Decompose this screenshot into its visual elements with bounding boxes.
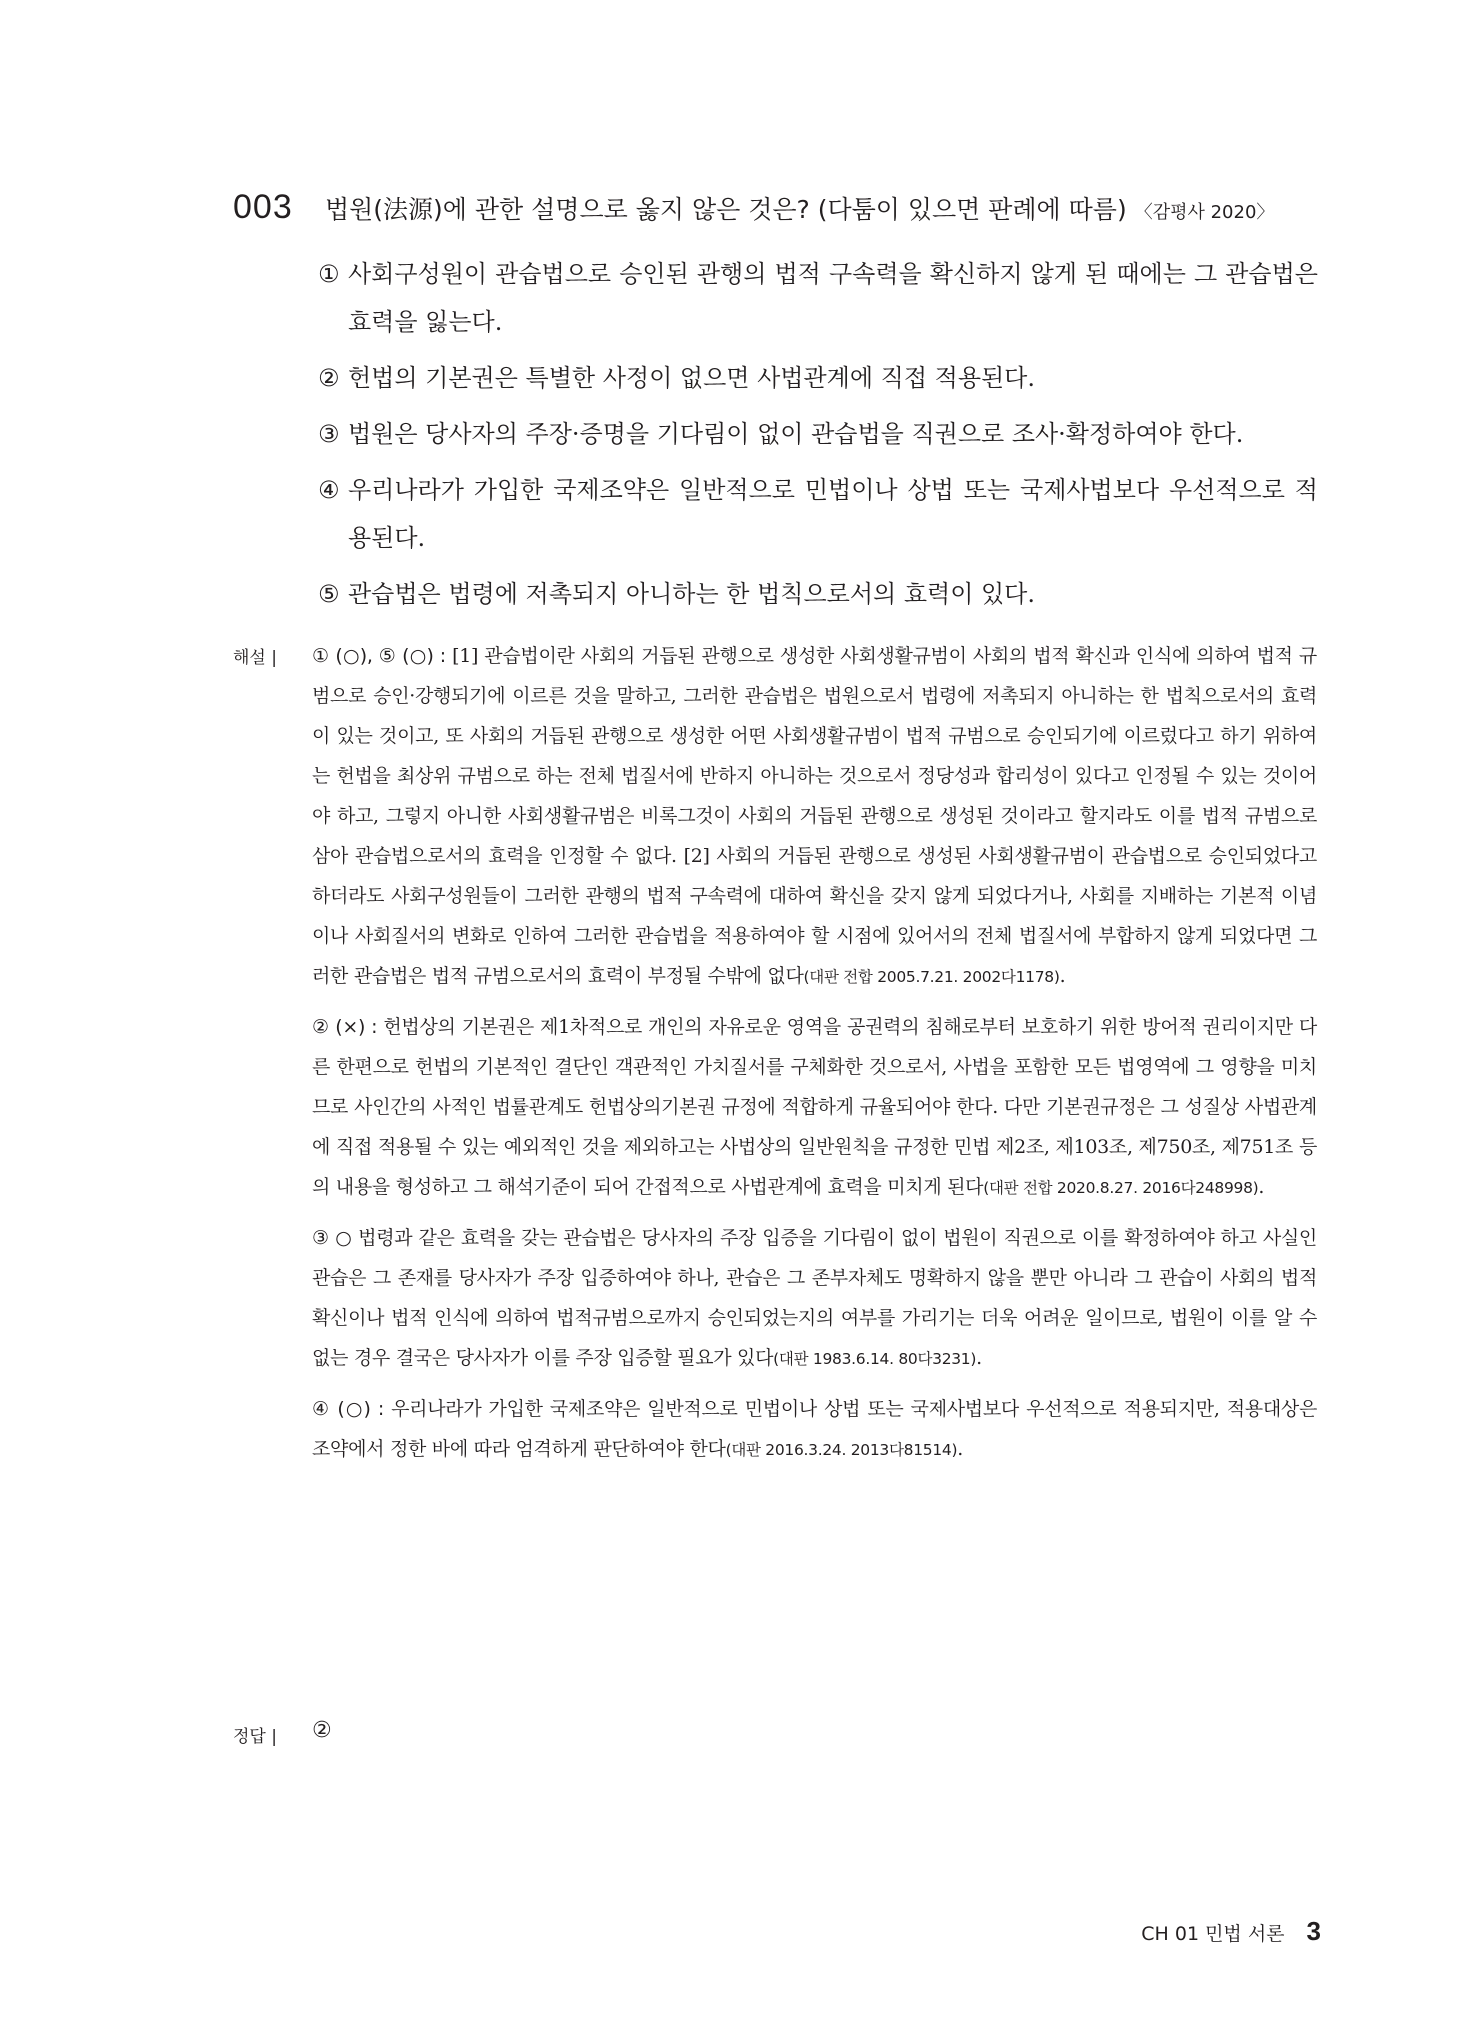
option-5	[318, 570, 1318, 618]
sentence-end: .	[1059, 965, 1066, 987]
explanation-mark: ③ ○	[312, 1227, 352, 1249]
question-number: 003	[233, 188, 293, 226]
option-mark: ①	[318, 260, 340, 288]
explanation-text: 우리나라가 가입한 국제조약은 일반적으로 민법이나 상법 또는 국제사법보다 우선적으로 적용되지만, 적용대상은 조약에서 정한 바에 따라 엄격하게 판단하여야 한다	[312, 1398, 1317, 1460]
option-mark: ②	[318, 364, 340, 392]
answer-value: ②	[312, 1718, 332, 1743]
case-citation: (대판 2016.3.24. 2013다81514)	[725, 1441, 958, 1459]
sentence-end: .	[957, 1438, 963, 1460]
option-text: 사회구성원이 관습법으로 승인된 관행의 법적 구속력을 확신하지 않게 된 때에는 그 관습법은 효력을 잃는다.	[348, 260, 1318, 336]
case-citation: (대판 전합 2005.7.21. 2002다1178)	[803, 968, 1060, 986]
question-title: 법원(法源)에 관한 설명으로 옳지 않은 것은? (다툼이 있으면 판례에 따름)	[325, 195, 1127, 224]
explanation-mark: ② (×) :	[312, 1016, 378, 1038]
question-header	[233, 188, 1313, 227]
explanation-text: 법령과 같은 효력을 갖는 관습법은 당사자의 주장 입증을 기다림이 없이 법원이 직권으로 이를 확정하여야 하고 사실인 관습은 그 존재를 당사자가 주장 입증하여야 하나, 관습은 그 존부자체도 명확하지 않을 뿐만 아니라 그 관습이 사회의 법적 확신이나 법적 인식에 의하여 법적규범으로까지 승인되었는지의 여부를 가리기는 더욱 어려운 일이므로, 법원이 이를 알 수 없는 경우 결국은 당사자가 이를 주장 입증할 필요가 있다	[312, 1227, 1317, 1369]
option-list	[318, 250, 1318, 626]
option-3	[318, 410, 1318, 458]
sentence-end: .	[976, 1347, 982, 1369]
explanation-label: 해설 |	[233, 648, 277, 668]
option-mark: ③	[318, 420, 340, 448]
chapter-title: CH 01 민법 서론	[1141, 1923, 1285, 1945]
page-footer	[1141, 1916, 1321, 1947]
explanation-paragraph	[312, 636, 1317, 997]
explanation-text: 헌법상의 기본권은 제1차적으로 개인의 자유로운 영역을 공권력의 침해로부터 보호하기 위한 방어적 권리이지만 다른 한편으로 헌법의 기본적인 결단인 객관적인 가치질서를 구체화한 것으로서, 사법을 포함한 모든 법영역에 그 영향을 미치므로 사인간의 사적인 법률관계도 헌법상의기본권 규정에 적합하게 규율되어야 한다. 다만 기본권규정은 그 성질상 사법관계에 직접 적용될 수 있는 예외적인 것을 제외하고는 사법상의 일반원칙을 규정한 민법 제2조, 제103조, 제750조, 제751조 등의 내용을 형성하고 그 해석기준이 되어 간접적으로 사법관계에 효력을 미치게 된다	[312, 1016, 1317, 1198]
sentence-end: .	[1258, 1176, 1265, 1198]
option-1	[318, 250, 1318, 346]
question-source: 〈감평사 2020〉	[1134, 202, 1275, 223]
option-mark: ⑤	[318, 580, 340, 608]
explanation-paragraph	[312, 1218, 1317, 1379]
explanation-mark: ① (○), ⑤ (○) :	[312, 645, 446, 667]
explanation-mark: ④ (○) :	[312, 1398, 384, 1420]
page-number: 3	[1306, 1916, 1321, 1946]
explanation-paragraph	[312, 1007, 1317, 1208]
answer-label: 정답 |	[233, 1727, 277, 1747]
option-mark: ④	[318, 476, 340, 504]
explanation-paragraph	[312, 1389, 1317, 1470]
case-citation: (대판 1983.6.14. 80다3231)	[773, 1350, 977, 1368]
option-text: 관습법은 법령에 저촉되지 아니하는 한 법칙으로서의 효력이 있다.	[348, 580, 1035, 608]
option-2	[318, 354, 1318, 402]
option-text: 우리나라가 가입한 국제조약은 일반적으로 민법이나 상법 또는 국제사법보다 우선적으로 적용된다.	[348, 476, 1318, 552]
option-text: 헌법의 기본권은 특별한 사정이 없으면 사법관계에 직접 적용된다.	[348, 364, 1035, 392]
option-text: 법원은 당사자의 주장·증명을 기다림이 없이 관습법을 직권으로 조사·확정하여야 한다.	[348, 420, 1244, 448]
explanation-text: [1] 관습법이란 사회의 거듭된 관행으로 생성한 사회생활규범이 사회의 법적 확신과 인식에 의하여 법적 규범으로 승인·강행되기에 이르른 것을 말하고, 그러한 관습법은 법원으로서 법령에 저촉되지 아니하는 한 법칙으로서의 효력이 있는 것이고, 또 사회의 거듭된 관행으로 생성한 어떤 사회생활규범이 법적 규범으로 승인되기에 이르렀다고 하기 위하여는 헌법을 최상위 규범으로 하는 전체 법질서에 반하지 아니하는 것으로서 정당성과 합리성이 있다고 인정될 수 있는 것이어야 하고, 그렇지 아니한 사회생활규범은 비록그것이 사회의 거듭된 관행으로 생성된 것이라고 할지라도 이를 법적 규범으로 삼아 관습법으로서의 효력을 인정할 수 없다. [2] 사회의 거듭된 관행으로 생성된 사회생활규범이 관습법으로 승인되었다고 하더라도 사회구성원들이 그러한 관행의 법적 구속력에 대하여 확신을 갖지 않게 되었다거나, 사회를 지배하는 기본적 이념이나 사회질서의 변화로 인하여 그러한 관습법을 적용하여야 할 시점에 있어서의 전체 법질서에 부합하지 않게 되었다면 그러한 관습법은 법적 규범으로서의 효력이 부정될 수밖에 없다	[312, 645, 1317, 987]
case-citation: (대판 전합 2020.8.27. 2016다248998)	[983, 1179, 1259, 1197]
explanation-body	[312, 636, 1317, 1480]
option-4	[318, 466, 1318, 562]
